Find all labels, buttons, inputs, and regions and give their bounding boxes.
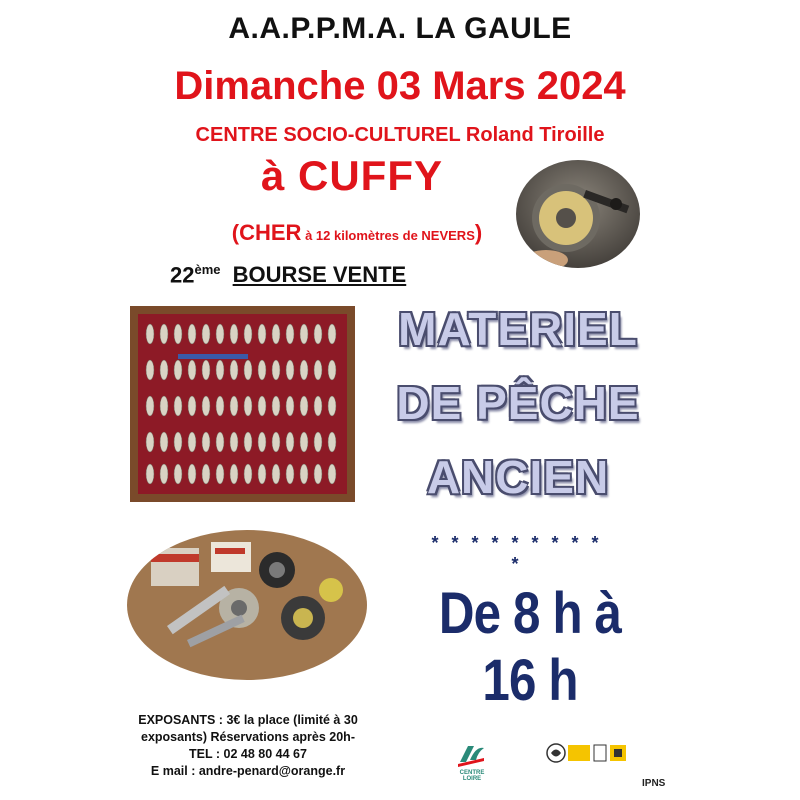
bank-logo-label: CENTRE LOIRE <box>459 770 485 782</box>
exhibitor-contact <box>122 712 374 780</box>
venue-name: CENTRE SOCIO-CULTUREL Roland Tiroille <box>195 124 605 146</box>
edition-title: BOURSE VENTE <box>232 262 407 288</box>
edition-number: 22 <box>170 262 195 288</box>
edition-suffix: ème <box>194 262 221 277</box>
theme-line-1: MATERIEL <box>398 303 638 355</box>
contact-line-4: E mail : andre-penard@orange.fr <box>150 764 346 778</box>
event-date: Dimanche 03 Mars 2024 <box>174 64 626 108</box>
reel-photo <box>516 160 640 268</box>
region-line <box>177 220 537 246</box>
lures-photo <box>130 306 355 502</box>
poster <box>122 0 678 800</box>
ipns-mark: IPNS <box>642 778 666 789</box>
region-suffix: ) <box>474 220 483 245</box>
contact-line-1: EXPOSANTS : 3€ la place (limité à 30 <box>138 713 358 727</box>
region-prefix: (CHER <box>231 220 302 245</box>
theme-line-3: ANCIEN <box>426 451 610 503</box>
contact-line-3: TEL : 02 48 80 44 67 <box>189 747 307 761</box>
contact-line-2: exposants) Réservations après 20h- <box>141 730 355 744</box>
bank-logo-icon <box>454 738 488 770</box>
region-distance: à 12 kilomètres de NEVERS <box>301 228 475 243</box>
partner-logo-icon <box>546 742 628 764</box>
reels-photo <box>127 530 367 680</box>
theme-line-2: DE PÊCHE <box>396 377 640 429</box>
town-name: à CUFFY <box>260 152 443 199</box>
edition-line <box>170 262 530 288</box>
opening-hours: De 8 h à 16 h <box>438 581 622 713</box>
decorative-stars: * * * * * * * * * * <box>431 533 603 574</box>
organization-title: A.A.P.P.M.A. LA GAULE <box>228 12 572 45</box>
